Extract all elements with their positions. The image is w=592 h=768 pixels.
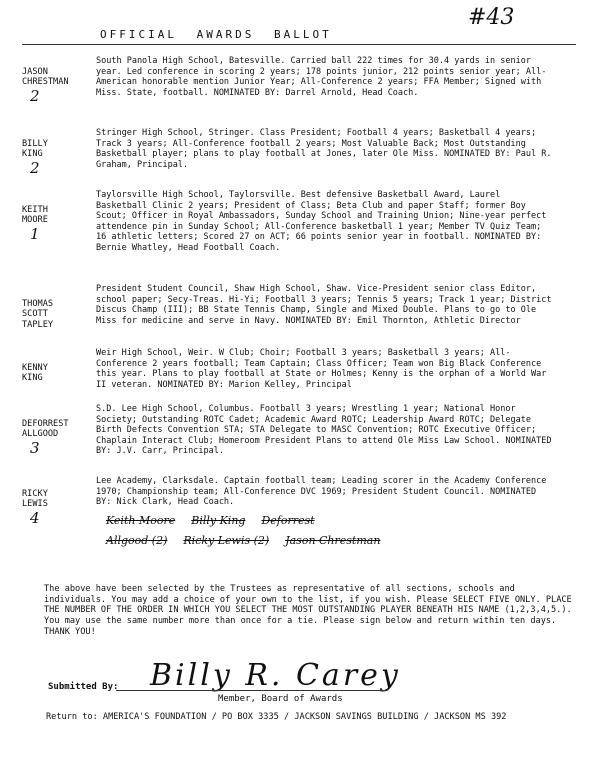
handwritten-rank: 1 <box>30 224 40 243</box>
handwritten-notes <box>96 514 556 564</box>
handwritten-rank: 2 <box>30 86 40 105</box>
handwritten-rank: 2 <box>30 158 40 177</box>
nominee-name: THOMAS SCOTT TAPLEY <box>22 298 54 330</box>
ballot-instructions: The above have been selected by the Trustees as representative of all sections, schools and individuals. You may add a choice of your own to the list, if you wish. Please SELECT FIVE ONLY. PLACE THE NUMBER OF THE ORDER IN WHICH YOU SELECT THE MOST OUTSTANDING PLAYER BENEATH HIS NAME (1,2,3,4,5.). You may use the same number more than once for a tie. Please sign below and return within ten days. THANK YOU! <box>44 584 572 637</box>
title-divider <box>22 44 576 45</box>
nominee-name: KEITH MOORE <box>22 204 48 225</box>
handwritten-rank: 4 <box>30 508 40 527</box>
nominee-name: BILLY KING <box>22 138 48 159</box>
signature-line <box>116 690 386 691</box>
handwritten-ballot-number: #43 <box>468 5 515 30</box>
nominee-name: DEFORREST ALLGOOD <box>22 418 69 439</box>
handwritten-rank: 3 <box>30 438 40 457</box>
handwritten-note: Billy King <box>191 514 246 527</box>
nominee-details: S.D. Lee High School, Columbus. Football 3 years; Wrestling 1 year; National Honor Society; Outstanding ROTC Cadet; Academic Award ROTC; Leadership Award ROTC; Delegate Birth Defects Convention STA; STA Delegate to MASC Convention; ROTC Executive Officer; Chaplain Interact Club; Homeroom President Plans to attend Ole Miss Law School. NOMINATED BY: J.V. Carr, Principal. <box>96 404 552 457</box>
handwritten-note: Jason Chrestman <box>285 534 381 547</box>
nominee-details: Weir High School, Weir. W Club; Choir; Football 3 years; Basketball 3 years; All-Conference 2 years football; Team Captain; Class Officer; Team won Big Black Conference this year. Plans to play football at State or Holmes; Kenny is the orphan of a World War II veteran. NOMINATED BY: Marion Kelley, Principal <box>96 348 547 390</box>
submitted-by-label: Submitted By: <box>48 682 119 692</box>
return-address: Return to: AMERICA'S FOUNDATION / PO BOX 3335 / JACKSON SAVINGS BUILDING / JACKSON MS 392 <box>46 712 507 722</box>
nominee-details: President Student Council, Shaw High School, Shaw. Vice-President senior class Editor, school paper; Secy-Treas. Hi-Yi; Football 3 years; Tennis 5 years; Track 1 year; District Discus Champ (III); BB State Tennis Champ, Single and Mixed Double. Plans to go to Ole Miss for medicine and serve in Navy. NOMINATED BY: Emil Thornton, Athletic Director <box>96 284 552 326</box>
signature: Billy R. Carey <box>150 658 401 693</box>
nominee-details: Taylorsville High School, Taylorsville. Best defensive Basketball Award, Laurel Basketball Clinic 2 years; President of Class; Beta Club and paper Staff; former Boy Scout; Officer in Royal Ambassadors, Sunday School and Training Union; Nine-year perfect attendence pin in Sunday School; All-Conference basketball 1 year; Member TV Quiz Team; 16 athletic letters; Scored 27 on ACT; 66 points senior year in football. NOMINATED BY: Bernie Whatley, Head Football Coach. <box>96 190 547 253</box>
handwritten-note: Deforrest <box>261 514 315 527</box>
member-label: Member, Board of Awards <box>218 694 343 704</box>
handwritten-note: Allgood (2) <box>106 534 168 547</box>
handwritten-note: Ricky Lewis (2) <box>183 534 270 547</box>
nominee-name: KENNY KING <box>22 362 48 383</box>
nominee-name: JASON CHRESTMAN <box>22 66 69 87</box>
nominee-details: Lee Academy, Clarksdale. Captain football team; Leading scorer in the Academy Conference 1970; Championship team; All-Conference DVC 1969; President Student Council. NOMINATED BY: Nick Clark, Head Coach. <box>96 476 547 508</box>
nominee-details: Stringer High School, Stringer. Class President; Football 4 years; Basketball 4 years; Track 3 years; All-Conference football 2 years; Most Valuable Back; Most Outstanding Basketball player; plans to play football at Jones, later Ole Miss. NOMINATED BY: Paul R. Graham, Principal. <box>96 128 552 170</box>
handwritten-note: Keith Moore <box>106 514 176 527</box>
nominee-details: South Panola High School, Batesville. Carried ball 222 times for 30.4 yards in senior year. Led conference in scoring 2 years; 178 points junior, 212 points senior year; All-American honorable mention Junior Year; All-Conference 2 years; FFA Member; Signed with Miss. State, football. NOMINATED BY: Darrel Arnold, Head Coach. <box>96 56 547 98</box>
nominee-name: RICKY LEWIS <box>22 488 48 509</box>
document-title: OFFICIAL AWARDS BALLOT <box>100 28 332 41</box>
